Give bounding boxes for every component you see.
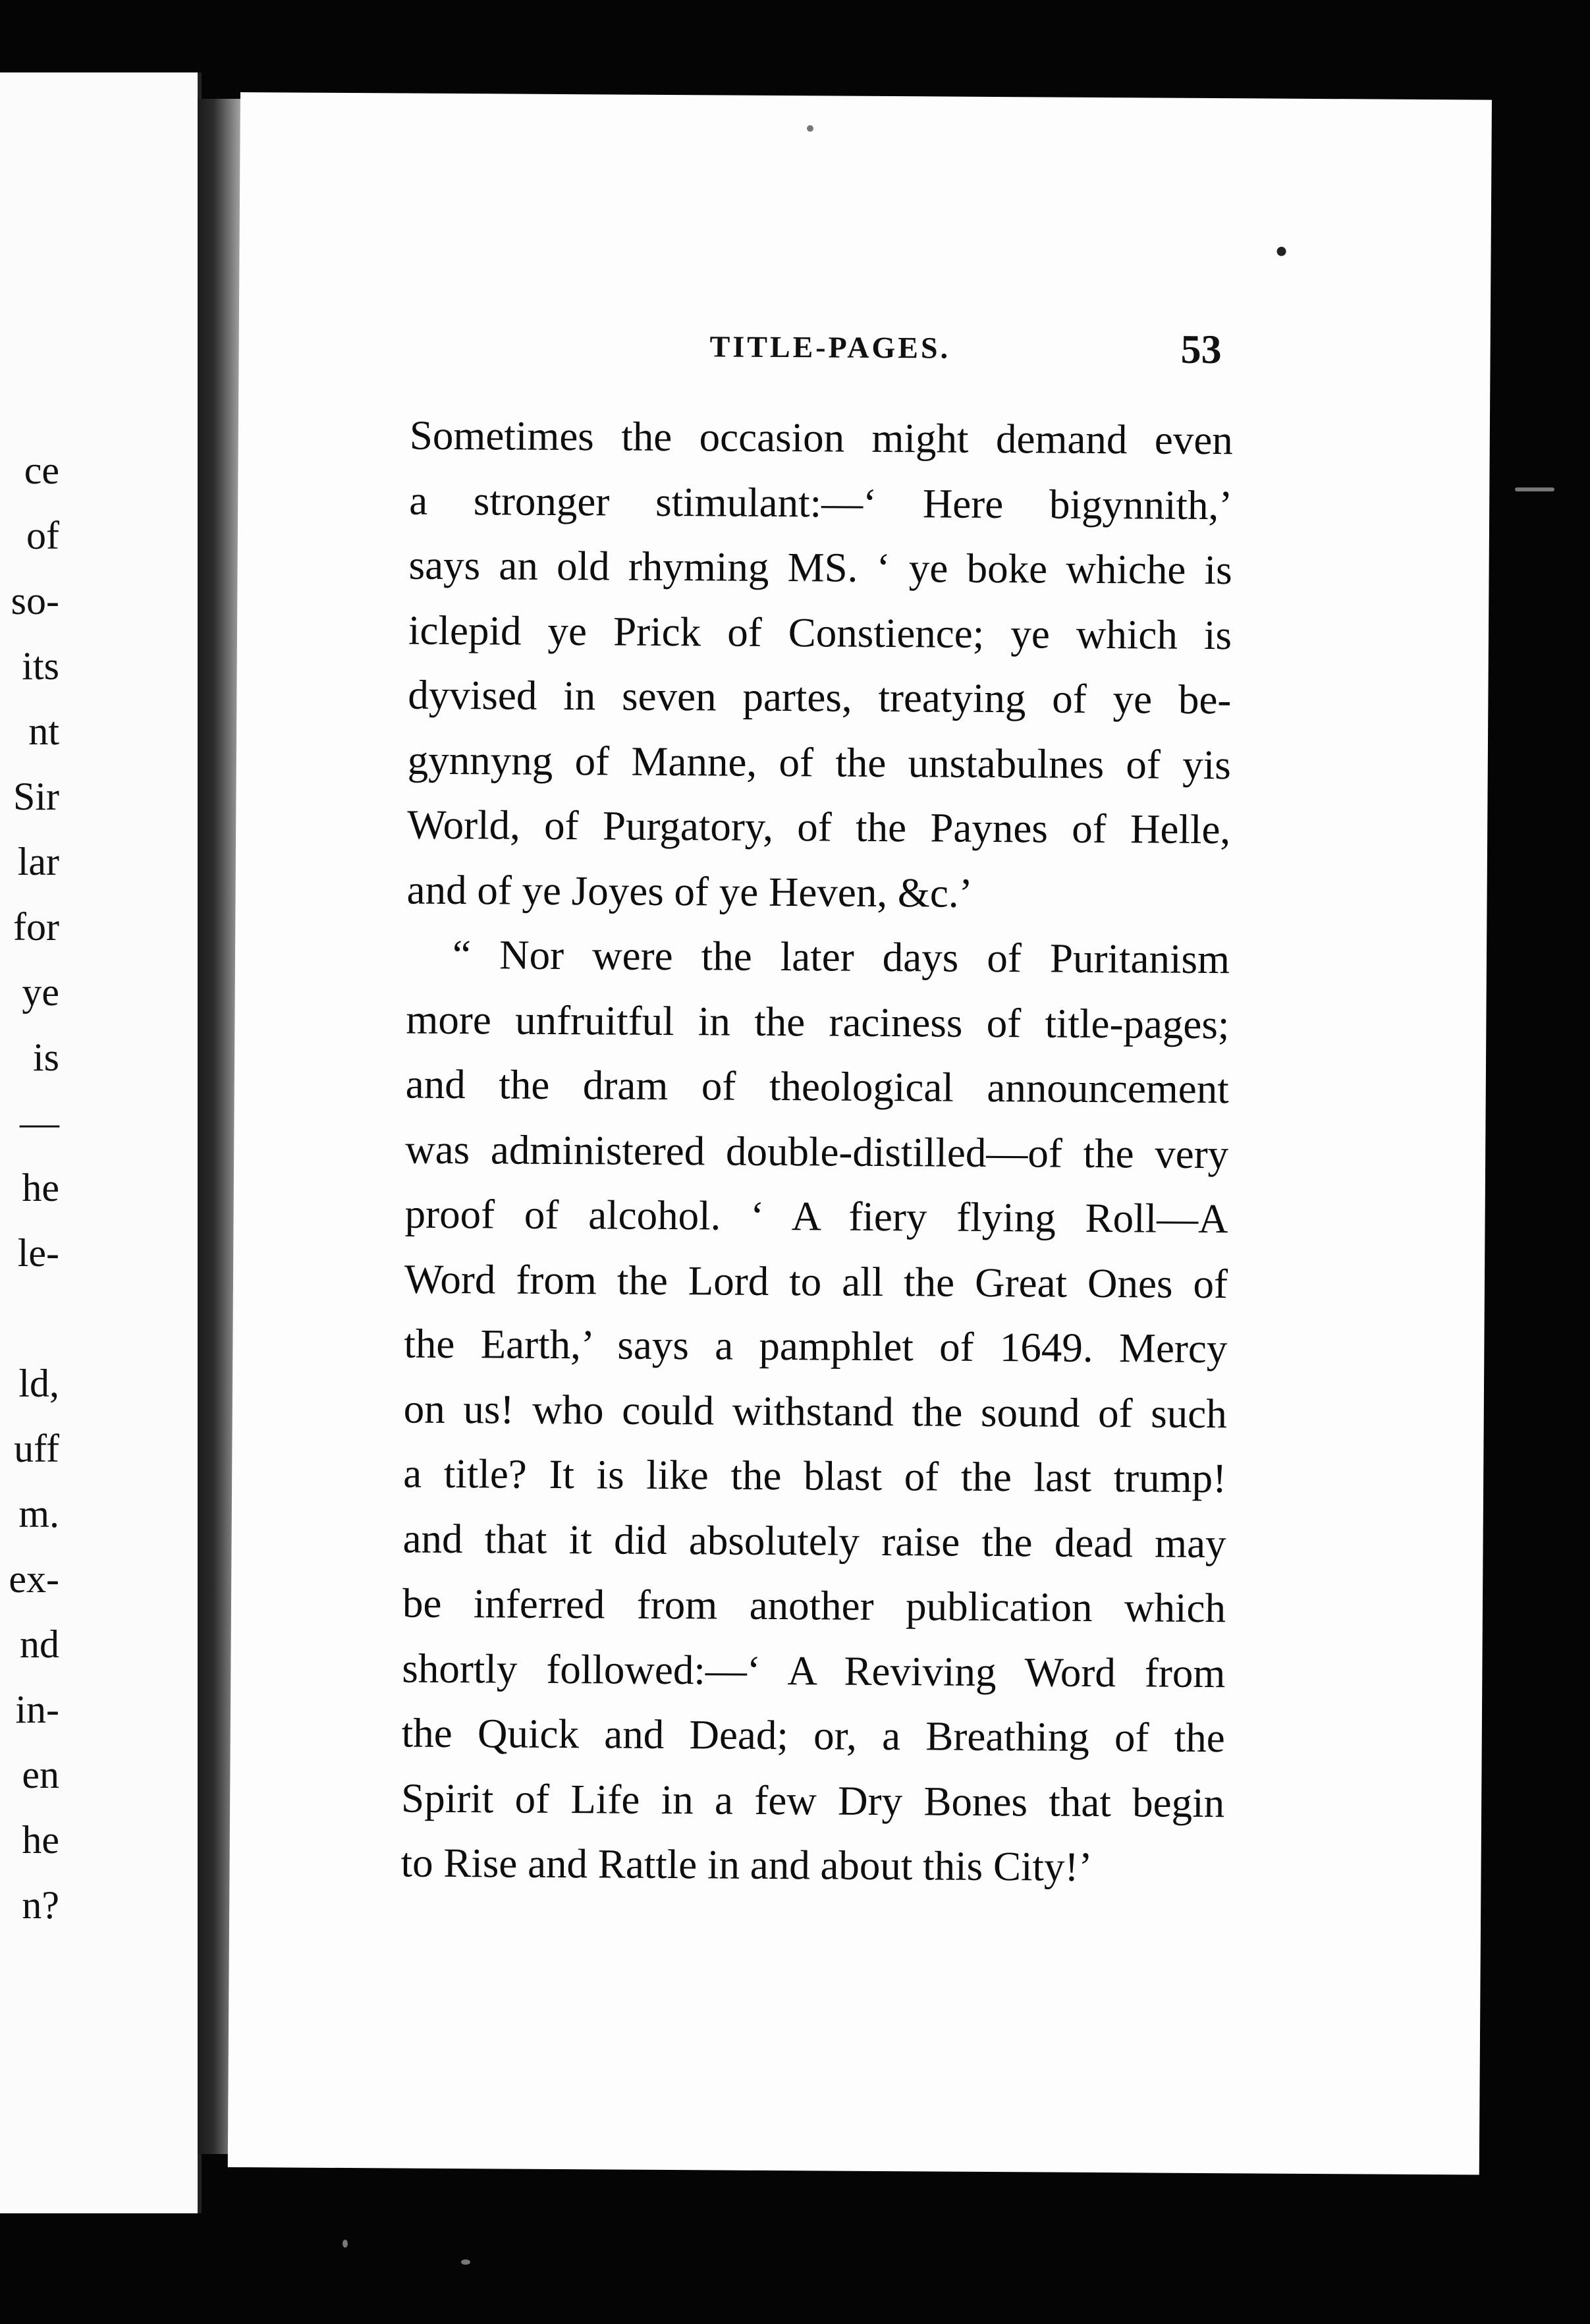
text-line: World, of Purgatory, of the Paynes of Helle,	[407, 801, 1231, 853]
left-fragment	[0, 1286, 59, 1351]
dust-speck	[1515, 487, 1554, 491]
text-line: proof of alcohol. ‘ A fiery flying Roll—A	[404, 1190, 1228, 1242]
text-line: more unfruitful in the raciness of title-pages;	[406, 996, 1230, 1047]
left-fragment: in-	[15, 1688, 59, 1731]
left-fragment: le-	[17, 1231, 59, 1275]
text-line: Spirit of Life in a few Dry Bones that begin	[400, 1775, 1225, 1826]
ink-dot	[1277, 247, 1286, 256]
text-line: shortly followed:—‘ A Reviving Word from	[402, 1645, 1226, 1696]
left-fragment: nd	[20, 1622, 59, 1666]
text-line: to Rise and Rattle in and about this City!’	[400, 1839, 1093, 1890]
left-fragment: is	[32, 1036, 59, 1079]
left-fragment: ex-	[9, 1557, 59, 1601]
left-fragment: —	[20, 1101, 59, 1144]
body-text	[400, 403, 1233, 1900]
left-fragment: for	[13, 905, 59, 949]
left-fragment: of	[26, 514, 59, 557]
text-line: gynnyng of Manne, of the unstabulnes of yis	[407, 736, 1232, 788]
left-fragment: nt	[28, 709, 59, 753]
text-line: the Quick and Dead; or, a Breathing of the	[401, 1709, 1225, 1761]
running-title: TITLE-PAGES.	[709, 329, 951, 365]
left-fragment: en	[22, 1753, 59, 1796]
left-fragment: its	[22, 644, 59, 688]
dust-speck	[461, 2259, 470, 2265]
text-line: Sometimes the occasion might demand even	[409, 412, 1234, 464]
left-fragment: ye	[22, 970, 59, 1014]
left-page-text-fragments	[0, 438, 59, 1938]
left-fragment: he	[22, 1166, 59, 1209]
text-line: and of ye Joyes of ye Heven, &c.’	[406, 866, 973, 916]
text-line: on us! who could withstand the sound of such	[403, 1385, 1227, 1437]
text-line: Word from the Lord to all the Great Ones of	[404, 1256, 1228, 1307]
running-head	[239, 326, 1491, 373]
text-line: dyvised in seven partes, treatying of ye be-	[408, 671, 1232, 723]
left-fragment: Sir	[13, 775, 59, 818]
dust-speck	[807, 125, 813, 132]
right-page	[228, 92, 1492, 2175]
left-page	[0, 72, 202, 2213]
text-line: a stronger stimulant:—‘ Here bigynnith,’	[409, 477, 1233, 528]
left-fragment: n?	[22, 1883, 59, 1927]
left-fragment: he	[22, 1818, 59, 1862]
dust-speck	[343, 2240, 348, 2248]
text-line: iclepid ye Prick of Constience; ye which is	[408, 607, 1232, 658]
left-fragment: so-	[11, 579, 59, 622]
text-line: “ Nor were the later days of Puritanism	[452, 931, 1230, 983]
text-line: was administered double-distilled—of the very	[404, 1126, 1229, 1177]
page-number: 53	[1180, 327, 1222, 373]
text-line: a title? It is like the blast of the last trump!	[402, 1450, 1227, 1502]
left-fragment: lar	[17, 840, 59, 883]
text-line: and the dram of theological announcement	[405, 1061, 1229, 1113]
left-fragment: uff	[14, 1427, 59, 1470]
text-line: says an old rhyming MS. ‘ ye boke whiche is	[408, 541, 1232, 594]
left-fragment: ld,	[18, 1362, 59, 1405]
left-fragment: m.	[18, 1492, 59, 1536]
text-line: the Earth,’ says a pamphlet of 1649. Mercy	[404, 1320, 1228, 1372]
text-line: and that it did absolutely raise the dead may	[402, 1515, 1226, 1566]
left-fragment: ce	[24, 449, 59, 492]
text-line: be inferred from another publication which	[402, 1580, 1226, 1632]
